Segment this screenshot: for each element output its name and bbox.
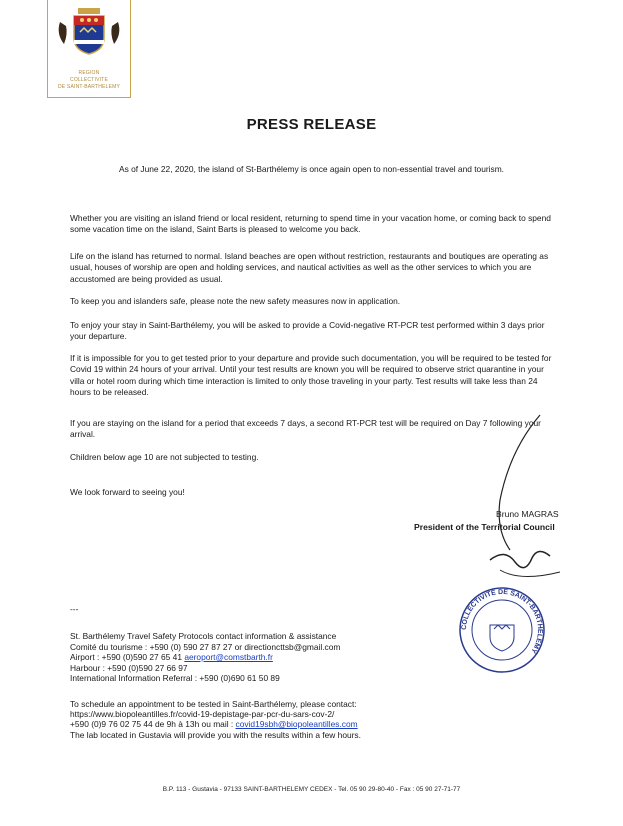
contact-international: International Information Referral : +590 (0)690 61 50 89 — [70, 673, 280, 683]
testing-url[interactable]: https://www.biopoleantilles.fr/covid-19-depistage-par-pcr-du-sars-cov-2/ — [70, 709, 335, 719]
paragraph-normal-life: Life on the island has returned to normal. Island beaches are open without restriction, restaurants and boutiques are operating as usual, houses of worship are open and holding services, and nautical activities as well as the other services to which you are accustomed are being provided as usual. — [70, 251, 549, 284]
footer-address: B.P. 113 - Gustavia - 97133 SAINT-BARTHELEMY CEDEX - Tel. 05 90 29-80-40 - Fax : 05 90 27-71-77 — [162, 786, 461, 793]
logo-line-3: DE SAINT-BARTHELEMY — [57, 84, 121, 90]
signatory-title: President of the Territorial Council — [414, 522, 555, 532]
contact-harbour: Harbour : +590 (0)590 27 66 97 — [70, 663, 188, 673]
handwritten-signature — [470, 410, 570, 600]
contact-tourism: Comité du tourisme : +590 (0) 590 27 87 27 or directioncttsb@gmail.com — [70, 642, 341, 652]
airport-label: Airport : +590 (0)590 27 65 41 — [70, 652, 185, 662]
stamp-text: COLLECTIVITE DE SAINT-BARTHELEMY — [460, 588, 544, 655]
testing-heading: To schedule an appointment to be tested in Saint-Barthélemy, please contact: — [70, 699, 357, 709]
paragraph-quarantine: If it is impossible for you to get tested prior to your departure and provide such documentation, you will be required to be tested for Covid 19 within 24 hours of your arrival. Until your test results are known you will be required to observe strict quarantine in your villa or hotel room during which time interaction is limited to only those traveling in your party. Test results will take less than 24 hours to be released. — [70, 353, 552, 397]
intro-text: As of June 22, 2020, the island of St-Barthélemy is once again open to non-essential travel and tourism. — [118, 164, 504, 174]
paragraph-children: Children below age 10 are not subjected to testing. — [70, 452, 259, 462]
testing-contact — [70, 719, 358, 729]
paragraph-closing: We look forward to seeing you! — [70, 487, 185, 497]
contacts-heading: St. Barthélemy Travel Safety Protocols contact information & assistance — [70, 631, 337, 641]
page-title: PRESS RELEASE — [246, 116, 377, 133]
airport-email-link[interactable]: aeroport@comstbarth.fr — [184, 652, 273, 662]
testing-phone: +590 (0)9 76 02 75 44 de 9h à 13h ou mail : — [70, 719, 236, 729]
contact-airport — [70, 652, 273, 662]
coat-of-arms-icon — [56, 4, 122, 58]
logo-line-2: COLLECTIVITE — [70, 77, 108, 83]
official-stamp — [452, 585, 552, 675]
signatory-name: Bruno MAGRAS — [496, 509, 559, 519]
coat-of-arms-logo — [47, 0, 131, 98]
separator: --- — [70, 604, 79, 614]
testing-email-link[interactable]: covid19sbh@biopoleantilles.com — [235, 719, 358, 729]
logo-line-1: REGION — [78, 70, 100, 76]
paragraph-pcr-test: To enjoy your stay in Saint-Barthélemy, you will be asked to provide a Covid-negative RT-PCR test performed within 3 days prior your departure. — [70, 320, 545, 342]
testing-lab-note: The lab located in Gustavia will provide you with the results within a few hours. — [70, 730, 361, 740]
paragraph-welcome: Whether you are visiting an island friend or local resident, returning to spend time in your vacation home, or coming back to spend some vacation time on the island, Saint Barts is pleased to welcome you back. — [70, 213, 551, 235]
paragraph-second-test: If you are staying on the island for a period that exceeds 7 days, a second RT-PCR test will be required on Day 7 following your arrival. — [70, 418, 541, 440]
paragraph-safety: To keep you and islanders safe, please note the new safety measures now in application. — [70, 296, 401, 306]
